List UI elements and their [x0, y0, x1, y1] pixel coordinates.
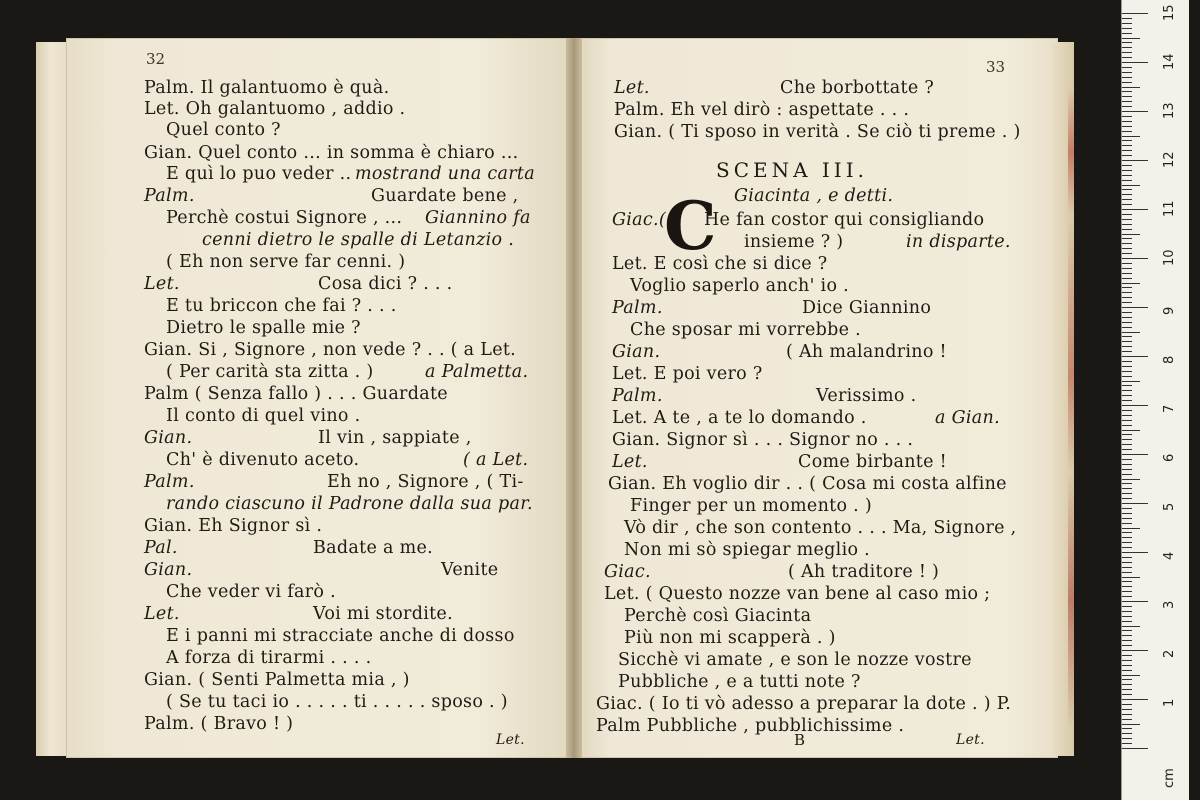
- ruler-tick: [1122, 694, 1132, 695]
- right-page-line: Più non mi scapperà . ): [624, 628, 836, 648]
- drop-cap: C: [664, 187, 717, 265]
- ruler-tick: [1122, 160, 1148, 161]
- ruler-tick: [1122, 425, 1132, 426]
- ruler-tick: [1122, 611, 1132, 612]
- right-page-line: Let.: [614, 78, 650, 98]
- ruler-tick: [1122, 312, 1132, 313]
- ruler-tick: [1122, 268, 1132, 269]
- ruler-tick: [1122, 116, 1132, 117]
- ruler-tick: [1122, 214, 1132, 215]
- ruler-tick: [1122, 483, 1132, 484]
- left-page-line: Che veder vi farò .: [166, 582, 336, 602]
- ruler-tick: [1122, 660, 1132, 661]
- ruler-number: 13: [1162, 102, 1177, 119]
- ruler-tick: [1122, 327, 1132, 328]
- ruler-tick: [1122, 650, 1148, 651]
- right-page-line: Come birbante !: [798, 452, 947, 472]
- left-page-line: rando ciascuno il Padrone dalla sua par.: [166, 494, 533, 514]
- ruler-tick: [1122, 101, 1132, 102]
- ruler-tick: [1122, 91, 1132, 92]
- left-page-line: Cosa dici ? . . .: [318, 274, 453, 294]
- ruler-tick: [1122, 567, 1132, 568]
- ruler-tick: [1122, 738, 1132, 739]
- ruler-tick: [1122, 351, 1132, 352]
- ruler-tick: [1122, 62, 1148, 63]
- ruler-tick: [1122, 224, 1132, 225]
- ruler-tick: [1122, 577, 1140, 578]
- ruler-tick: [1122, 238, 1132, 239]
- right-page-line: Che sposar mi vorrebbe .: [630, 320, 861, 340]
- ruler-tick: [1122, 719, 1132, 720]
- left-page-line: A forza di tirarmi . . . .: [166, 648, 372, 668]
- ruler-tick: [1122, 748, 1148, 749]
- left-page-line: E i panni mi stracciate anche di dosso: [166, 626, 515, 646]
- ruler-tick: [1122, 679, 1132, 680]
- left-page-line: a Palmetta.: [425, 362, 529, 382]
- ruler-number: 7: [1162, 404, 1177, 413]
- left-page-line: Palm. Il galantuomo è quà.: [144, 78, 390, 98]
- right-page-line: Palm Pubbliche , pubblichissime .: [596, 716, 905, 736]
- ruler-tick: [1122, 645, 1132, 646]
- ruler-tick: [1122, 449, 1132, 450]
- signature-mark: B: [794, 731, 806, 749]
- ruler-tick: [1122, 366, 1132, 367]
- ruler-tick: [1122, 248, 1132, 249]
- ruler-tick: [1122, 635, 1132, 636]
- right-page-line: Vò dir , che son contento . . . Ma, Signore ,: [624, 518, 1017, 538]
- left-page-line: Palm ( Senza fallo ) . . . Guardate: [144, 384, 448, 404]
- ruler-tick: [1122, 273, 1132, 274]
- ruler-tick: [1122, 488, 1132, 489]
- ruler-tick: [1122, 537, 1132, 538]
- ruler-tick: [1122, 180, 1132, 181]
- left-page-line: Gian.: [144, 560, 193, 580]
- ruler-number: 5: [1162, 502, 1177, 511]
- ruler-tick: [1122, 395, 1132, 396]
- speaker-giac: Giac.(: [612, 210, 667, 230]
- ruler-tick: [1122, 341, 1132, 342]
- ruler-tick: [1122, 385, 1132, 386]
- ruler-tick: [1122, 444, 1132, 445]
- right-catchword: Let.: [956, 732, 985, 748]
- ruler-tick: [1122, 229, 1132, 230]
- ruler-tick: [1122, 581, 1132, 582]
- ruler-tick: [1122, 434, 1132, 435]
- left-page-line: Giannino fa: [425, 208, 531, 228]
- ruler-tick: [1122, 724, 1140, 725]
- ruler-tick: [1122, 733, 1132, 734]
- ruler-number: 15: [1162, 4, 1177, 21]
- ruler-tick: [1122, 332, 1140, 333]
- ruler-tick: [1122, 47, 1132, 48]
- right-page-line: Let. ( Questo nozze van bene al caso mio ;: [604, 584, 991, 604]
- ruler-tick: [1122, 390, 1132, 391]
- right-page-line: Che borbottate ?: [780, 78, 935, 98]
- left-page-line: Ch' è divenuto aceto.: [166, 450, 360, 470]
- ruler-tick: [1122, 508, 1132, 509]
- left-page-line: Il vin , sappiate ,: [318, 428, 472, 448]
- ruler-tick: [1122, 689, 1132, 690]
- ruler-tick: [1122, 415, 1132, 416]
- ruler-tick: [1122, 591, 1132, 592]
- left-page-line: Quel conto ?: [166, 120, 281, 140]
- ruler-tick: [1122, 165, 1132, 166]
- ruler-tick: [1122, 292, 1132, 293]
- left-page-line: Let. Oh galantuomo , addio .: [144, 99, 406, 119]
- ruler-tick: [1122, 106, 1132, 107]
- ruler-tick: [1122, 336, 1132, 337]
- ruler-tick: [1122, 361, 1132, 362]
- right-page-line: Gian. ( Ti sposo in verità . Se ciò ti preme . ): [614, 122, 1021, 142]
- ruler-tick: [1122, 606, 1132, 607]
- ruler-tick: [1122, 126, 1132, 127]
- ruler-tick: [1122, 38, 1140, 39]
- left-page-line: Palm.: [144, 186, 195, 206]
- ruler-tick: [1122, 185, 1140, 186]
- left-page-line: Il conto di quel vino .: [166, 406, 361, 426]
- left-page-line: mostrand una carta: [355, 164, 535, 184]
- ruler-tick: [1122, 743, 1132, 744]
- ruler-tick: [1122, 542, 1132, 543]
- ruler-tick: [1122, 52, 1132, 53]
- ruler-tick: [1122, 528, 1140, 529]
- right-page-line: Palm.: [612, 298, 663, 318]
- ruler-tick: [1122, 459, 1132, 460]
- ruler-tick: [1122, 621, 1132, 622]
- left-page-line: Venite: [441, 560, 499, 580]
- ruler-tick: [1122, 243, 1132, 244]
- ruler-tick: [1122, 23, 1132, 24]
- right-page-line: Non mi sò spiegar meglio .: [624, 540, 871, 560]
- ruler-tick: [1122, 150, 1132, 151]
- ruler-tick: [1122, 714, 1132, 715]
- ruler-tick: [1122, 175, 1132, 176]
- ruler-tick: [1122, 503, 1148, 504]
- left-page-line: Palm. ( Bravo ! ): [144, 714, 294, 734]
- ruler-tick: [1122, 297, 1132, 298]
- ruler-tick: [1122, 518, 1132, 519]
- ruler-tick: [1122, 18, 1132, 19]
- ruler-tick: [1122, 72, 1132, 73]
- ruler-tick: [1122, 87, 1140, 88]
- ruler-tick: [1122, 420, 1132, 421]
- right-page-line: Voglio saperlo anch' io .: [630, 276, 850, 296]
- ruler-tick: [1122, 728, 1132, 729]
- right-page-line: in disparte.: [906, 232, 1011, 252]
- ruler-tick: [1122, 302, 1132, 303]
- ruler-tick: [1122, 699, 1148, 700]
- ruler-tick: [1122, 596, 1132, 597]
- ruler-number: 14: [1162, 53, 1177, 70]
- ruler-tick: [1122, 234, 1140, 235]
- right-page-line: Giac.: [604, 562, 651, 582]
- left-page-line: Let.: [144, 604, 180, 624]
- left-page-line: Gian. Quel conto ... in somma è chiaro ...: [144, 143, 519, 163]
- ruler-tick: [1122, 381, 1140, 382]
- left-page-line: Pal.: [144, 538, 178, 558]
- ruler-tick: [1122, 371, 1132, 372]
- right-page-line: ( Ah traditore ! ): [788, 562, 940, 582]
- ruler-tick: [1122, 665, 1132, 666]
- left-page-line: Gian.: [144, 428, 193, 448]
- ruler-tick: [1122, 655, 1132, 656]
- ruler-number: 9: [1162, 306, 1177, 315]
- ruler-tick: [1122, 430, 1140, 431]
- ruler-tick: [1122, 640, 1132, 641]
- ruler-tick: [1122, 405, 1148, 406]
- right-page-line: Gian. Eh voglio dir . . ( Cosa mi costa alfine: [608, 474, 1007, 494]
- ruler-tick: [1122, 209, 1148, 210]
- ruler-tick: [1122, 684, 1132, 685]
- right-page-line: Let. A te , a te lo domando .: [612, 408, 867, 428]
- ruler-number: 1: [1162, 698, 1177, 707]
- right-page-line: Perchè così Giacinta: [624, 606, 812, 626]
- left-page-line: E quì lo puo veder ..: [166, 164, 352, 184]
- ruler-number: 11: [1162, 200, 1177, 217]
- ruler-tick: [1122, 121, 1132, 122]
- right-page-line: Giac. ( Io ti vò adesso a preparar la dote . ) P.: [596, 694, 1012, 714]
- right-page-line: Pubbliche , e a tutti note ?: [618, 672, 861, 692]
- right-page-line: Let.: [612, 452, 648, 472]
- right-page-line: Palm.: [612, 386, 663, 406]
- ruler-number: 3: [1162, 600, 1177, 609]
- left-catchword: Let.: [496, 732, 525, 748]
- ruler-tick: [1122, 307, 1148, 308]
- left-page-line: Gian. Eh Signor sì .: [144, 516, 323, 536]
- ruler-tick: [1122, 523, 1132, 524]
- left-page-line: Badate a me.: [313, 538, 433, 558]
- ruler-tick: [1122, 513, 1132, 514]
- left-page-line: ( Per carità sta zitta . ): [166, 362, 374, 382]
- left-page-line: E tu briccon che fai ? . . .: [166, 296, 397, 316]
- ruler-tick: [1122, 82, 1132, 83]
- right-page-line: insieme ? ): [744, 232, 844, 252]
- right-page-line: Gian.: [612, 342, 661, 362]
- ruler-tick: [1122, 601, 1148, 602]
- left-page-line: Voi mi stordite.: [313, 604, 453, 624]
- right-page-line: Sicchè vi amate , e son le nozze vostre: [618, 650, 972, 670]
- ruler-tick: [1122, 586, 1132, 587]
- ruler-tick: [1122, 439, 1132, 440]
- ruler-tick: [1122, 670, 1132, 671]
- ruler-tick: [1122, 346, 1132, 347]
- left-page-line: Palm.: [144, 472, 195, 492]
- left-page-number: 32: [146, 50, 166, 68]
- ruler-tick: [1122, 42, 1132, 43]
- ruler-tick: [1122, 287, 1132, 288]
- ruler-tick: [1122, 626, 1140, 627]
- red-edge-stain: [1068, 88, 1074, 728]
- ruler-tick: [1122, 278, 1132, 279]
- ruler-tick: [1122, 454, 1148, 455]
- right-page-line: Let. E così che si dice ?: [612, 254, 828, 274]
- ruler-tick: [1122, 111, 1148, 112]
- left-page-line: Eh no , Signore , ( Ti-: [327, 472, 524, 492]
- ruler-tick: [1122, 410, 1132, 411]
- ruler-tick: [1122, 219, 1132, 220]
- ruler-tick: [1122, 630, 1132, 631]
- ruler-tick: [1122, 140, 1132, 141]
- ruler-tick: [1122, 199, 1132, 200]
- right-page-line: a Gian.: [935, 408, 1000, 428]
- right-page-line: ( Ah malandrino !: [786, 342, 947, 362]
- ruler-tick: [1122, 155, 1132, 156]
- ruler-tick: [1122, 493, 1132, 494]
- ruler-tick: [1122, 479, 1140, 480]
- ruler-tick: [1122, 28, 1132, 29]
- left-page-line: Guardate bene ,: [371, 186, 519, 206]
- ruler-tick: [1122, 356, 1148, 357]
- scene-persons: Giacinta , e detti.: [734, 186, 894, 206]
- scene-heading: SCENA III.: [716, 158, 868, 182]
- ruler-tick: [1122, 194, 1132, 195]
- left-page-line: Perchè costui Signore , ...: [166, 208, 403, 228]
- left-page-line: ( a Let.: [463, 450, 529, 470]
- ruler-tick: [1122, 498, 1132, 499]
- ruler-tick: [1122, 464, 1132, 465]
- ruler-tick: [1122, 189, 1132, 190]
- ruler-tick: [1122, 322, 1132, 323]
- right-page-line: He fan costor qui consigliando: [704, 210, 985, 230]
- ruler-tick: [1122, 317, 1132, 318]
- left-page-line: Dietro le spalle mie ?: [166, 318, 361, 338]
- ruler-tick: [1122, 552, 1148, 553]
- ruler-tick: [1122, 33, 1132, 34]
- book-gutter: [566, 38, 582, 758]
- measuring-ruler: [1121, 0, 1189, 800]
- ruler-tick: [1122, 616, 1132, 617]
- ruler-tick: [1122, 557, 1132, 558]
- ruler-number: 6: [1162, 453, 1177, 462]
- ruler-tick: [1122, 283, 1140, 284]
- ruler-tick: [1122, 67, 1132, 68]
- ruler-tick: [1122, 96, 1132, 97]
- ruler-tick: [1122, 263, 1132, 264]
- ruler-tick: [1122, 704, 1132, 705]
- ruler-tick: [1122, 572, 1132, 573]
- right-page-line: Dice Giannino: [802, 298, 932, 318]
- left-page-line: Gian. ( Senti Palmetta mia , ): [144, 670, 410, 690]
- ruler-tick: [1122, 145, 1132, 146]
- ruler-tick: [1122, 57, 1132, 58]
- ruler-tick: [1122, 547, 1132, 548]
- ruler-tick: [1122, 469, 1132, 470]
- left-page-line: ( Se tu taci io . . . . . ti . . . . . sposo . ): [166, 692, 508, 712]
- right-page-line: Let. E poi vero ?: [612, 364, 763, 384]
- ruler-tick: [1122, 77, 1132, 78]
- ruler-tick: [1122, 170, 1132, 171]
- ruler-number: 4: [1162, 551, 1177, 560]
- ruler-tick: [1122, 675, 1140, 676]
- ruler-tick: [1122, 376, 1132, 377]
- ruler-tick: [1122, 131, 1132, 132]
- left-page-line: Gian. Si , Signore , non vede ? . . ( a Let.: [144, 340, 517, 360]
- ruler-tick: [1122, 136, 1140, 137]
- ruler-number: 12: [1162, 151, 1177, 168]
- ruler-number: 10: [1162, 249, 1177, 266]
- left-page-line: ( Eh non serve far cenni. ): [166, 252, 406, 272]
- right-page-line: Verissimo .: [816, 386, 917, 406]
- left-page-line: Let.: [144, 274, 180, 294]
- ruler-tick: [1122, 13, 1148, 14]
- ruler-tick: [1122, 532, 1132, 533]
- ruler-number: 8: [1162, 355, 1177, 364]
- right-page-line: Palm. Eh vel dirò : aspettate . . .: [614, 100, 910, 120]
- left-page-line: cenni dietro le spalle di Letanzio .: [202, 230, 515, 250]
- right-page-line: Gian. Signor sì . . . Signor no . . .: [612, 430, 914, 450]
- ruler-number: 2: [1162, 649, 1177, 658]
- ruler-tick: [1122, 258, 1148, 259]
- ruler-unit: cm: [1162, 768, 1177, 788]
- ruler-tick: [1122, 474, 1132, 475]
- ruler-tick: [1122, 204, 1132, 205]
- right-page-line: Finger per un momento . ): [630, 496, 873, 516]
- ruler-tick: [1122, 562, 1132, 563]
- right-page-number: 33: [986, 58, 1006, 76]
- ruler-tick: [1122, 400, 1132, 401]
- ruler-tick: [1122, 253, 1132, 254]
- ruler-tick: [1122, 709, 1132, 710]
